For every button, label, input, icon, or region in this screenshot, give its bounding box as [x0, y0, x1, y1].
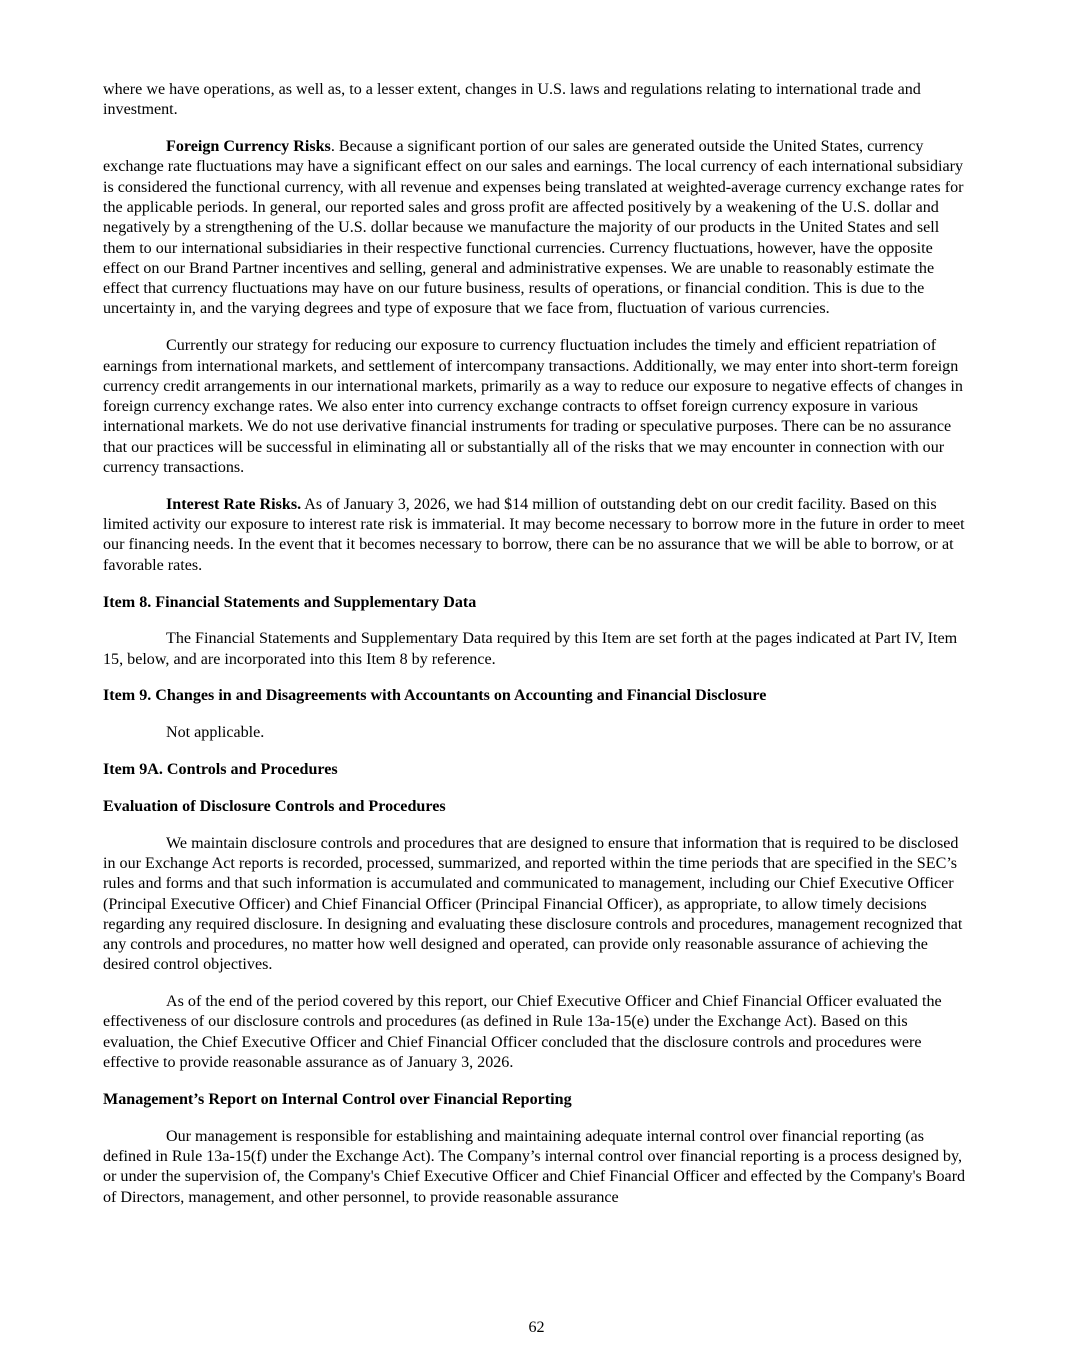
- item-9a-heading: Item 9A. Controls and Procedures: [103, 761, 338, 779]
- evaluation-body-1: We maintain disclosure controls and procedures that are designed to ensure that information that is required to be disclosed in our Exchange Act reports is recorded, processed, summarized, and reported within the time periods that are specified in the SEC’s rules and forms and that such information is accumulated and communicated to management, including our Chief Executive Officer (Principal Executive Officer) and Chief Financial Officer (Principal Financial Officer), as appropriate, to allow timely decisions regarding any required disclosure. In designing and evaluating these disclosure controls and procedures, management recognized that any controls and procedures, no matter how well designed and operated, can provide only reasonable assurance of achieving the desired control objectives.: [103, 834, 963, 974]
- paragraph-interest-rate-risks: [103, 495, 970, 576]
- page-number: 62: [528, 1319, 545, 1336]
- paragraph-foreign-currency-risks: [103, 137, 970, 320]
- management-report-heading: Management’s Report on Internal Control over Financial Reporting: [103, 1090, 572, 1108]
- management-report-body: Our management is responsible for establishing and maintaining adequate internal control over financial reporting (as defined in Rule 13a-15(f) under the Exchange Act). The Company’s internal control over financial reporting is a process designed by, or under the supervision of, the Company's Chief Executive Officer and Chief Financial Officer and effected by the Company's Board of Directors, management, and other personnel, to provide reasonable assurance: [103, 1127, 966, 1206]
- item-9-body: Not applicable.: [166, 724, 265, 742]
- interest-rate-risks-body: As of January 3, 2026, we had $14 million of outstanding debt on our credit facility. Based on this limited activity our exposure to interest rate risk is immaterial. It may become necessary to borrow more in the future in order to meet our financing needs. In the event that it becomes necessary to borrow, there can be no assurance that we will be able to borrow, or at favorable rates.: [103, 495, 965, 574]
- item-9-heading: Item 9. Changes in and Disagreements with Accountants on Accounting and Financial Disclosure: [103, 687, 767, 705]
- foreign-currency-risks-lead: Foreign Currency Risks: [166, 138, 331, 156]
- foreign-currency-risks-body: . Because a significant portion of our sales are generated outside the United States, currency exchange rate fluctuations may have a significant effect on our sales and earnings. The local currency of each international subsidiary is considered the functional currency, with all revenue and expenses being translated at weighted-average currency exchange rates for the applicable periods. In general, our reported sales and gross profit are affected positively by a weakening of the U.S. dollar and negatively by a strengthening of the U.S. dollar because we manufacture the majority of our products in the United States and sell them to our international subsidiaries in their respective functional currencies. Currency fluctuations, however, have the opposite effect on our Brand Partner incentives and selling, general and administrative expenses. We are unable to reasonably estimate the effect that currency fluctuations may have on our future business, results of operations, or financial condition. This is due to the uncertainty in, and the varying degrees and type of exposure that we face from, fluctuation of various currencies.: [103, 138, 964, 318]
- paragraph-currency-strategy: Currently our strategy for reducing our exposure to currency fluctuation includes the timely and efficient repatriation of earnings from international markets, and settlement of intercompany transactions. Additionally, we may enter into short-term foreign currency credit arrangements in our international markets, primarily as a way to reduce our exposure to negative effects of changes in foreign currency exchange rates. We also enter into currency exchange contracts to offset foreign currency exposure in various international markets. We do not use derivative financial instruments for trading or speculative purposes. There can be no assurance that our practices will be successful in eliminating all or substantially all of the risks that we may encounter in connection with our currency transactions.: [103, 337, 963, 477]
- item-8-heading: Item 8. Financial Statements and Supplementary Data: [103, 593, 477, 611]
- document-page: [103, 80, 970, 1224]
- evaluation-body-2: As of the end of the period covered by this report, our Chief Executive Officer and Chief Financial Officer evaluated the effectiveness of our disclosure controls and procedures (as defined in Rule 13a-15(e) under the Exchange Act). Based on this evaluation, the Chief Executive Officer and Chief Financial Officer concluded that the disclosure controls and procedures were effective to provide reasonable assurance as of January 3, 2026.: [103, 993, 942, 1072]
- paragraph-continued: where we have operations, as well as, to a lesser extent, changes in U.S. laws and regulations relating to international trade and investment.: [103, 81, 921, 119]
- evaluation-heading: Evaluation of Disclosure Controls and Procedures: [103, 797, 446, 815]
- item-8-body: The Financial Statements and Supplementary Data required by this Item are set forth at the pages indicated at Part IV, Item 15, below, and are incorporated into this Item 8 by reference.: [103, 630, 958, 668]
- interest-rate-risks-lead: Interest Rate Risks.: [166, 495, 302, 513]
